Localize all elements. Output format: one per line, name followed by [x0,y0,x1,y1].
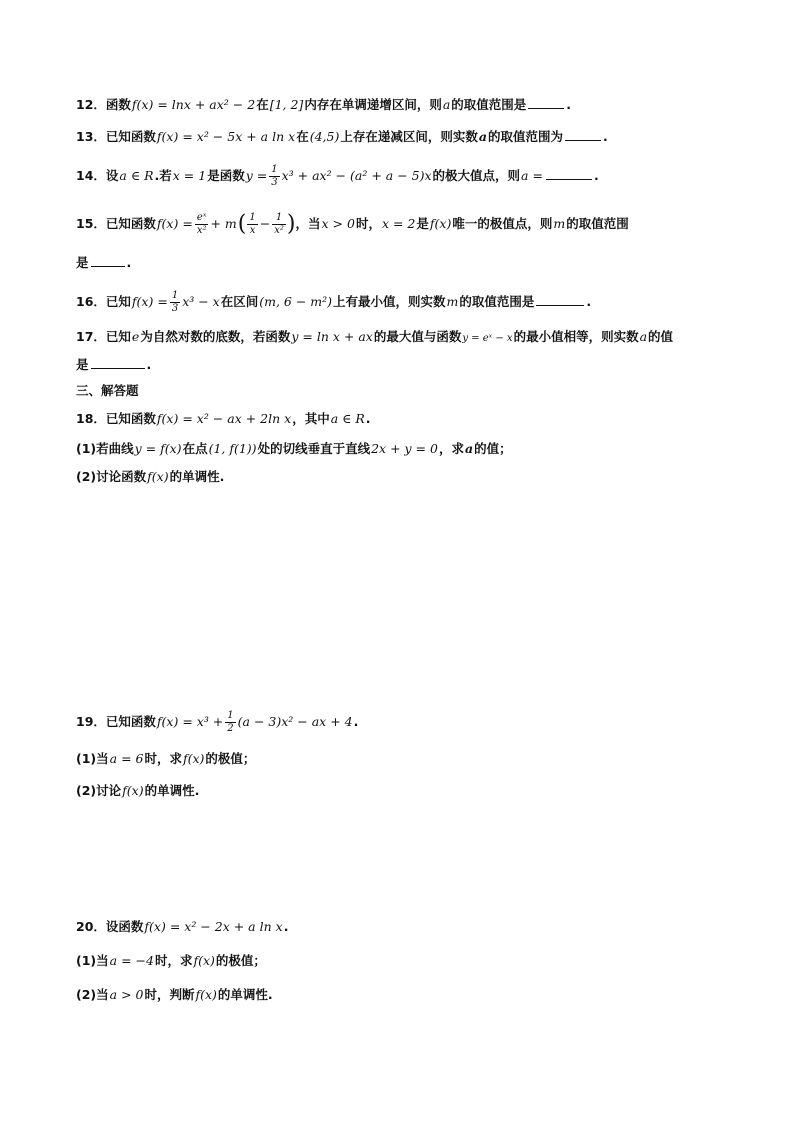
math-expression: f(x) [122,783,144,798]
part-number: (2) [76,987,97,1002]
fraction-denominator: 2 [227,723,234,734]
part-number: (1) [76,953,97,968]
math-expression: f(x) [147,469,169,484]
math-expression: e [131,329,140,344]
math-expression: a [478,129,487,144]
part-number: (2) [76,783,97,798]
question-text: 已知函数 [105,216,156,231]
question-text: 讨论函数 [96,469,147,484]
question-text: 的极值； [215,953,266,968]
math-expression: f(x) = x³ + [156,714,224,729]
question-text: . [365,411,371,426]
question-text: 已知函数 [105,714,156,729]
math-expression: (4,5) [309,129,340,144]
math-expression: a ∈ R [330,411,365,426]
question-text: .若 [154,168,172,183]
math-expression: (1, f(1)) [208,441,257,456]
question-text: 时， [355,216,381,231]
math-expression: f(x) [429,216,452,231]
question-text: 的取值范围 [566,216,629,231]
math-expression: f(x) [193,953,215,968]
question-text: 已知 [105,329,131,344]
question-text: ，其中 [292,411,330,426]
question-text: 已知函数 [105,129,156,144]
question-text: 若曲线 [96,441,134,456]
fraction-denominator: x² [196,225,207,236]
question-number: 19． [76,714,106,729]
question-18-part-1 [76,440,724,458]
fraction-denominator: 3 [271,177,278,188]
fraction [269,164,279,189]
question-text: . [586,294,592,309]
question-text: 时，求 [154,953,193,968]
fraction [195,212,209,237]
question-text: 的取值范围为 [487,129,563,144]
question-text: 在 [256,97,269,112]
question-text: 在区间 [220,294,259,309]
math-expression: m [553,216,566,231]
math-expression: a [442,97,451,112]
answer-blank [91,356,145,369]
math-expression: f(x) = x² − ax + 2ln x [156,411,292,426]
question-text: 在点 [182,441,208,456]
math-expression: f(x) = [156,216,193,231]
question-12 [76,96,724,114]
question-18-part-2 [76,468,724,486]
math-expression: a = [521,168,543,183]
question-text: 的单调性. [169,469,225,484]
question-15 [76,212,724,237]
question-text: . [146,357,152,372]
question-text: . [353,714,359,729]
math-expression: y = eˣ − x [462,333,513,344]
question-text: 时，判断 [144,987,195,1002]
math-expression: x = 2 [381,216,416,231]
math-expression: 2x + y = 0 [371,441,438,456]
part-number: (2) [76,469,97,484]
math-expression: y = [245,168,268,183]
fraction-numerator: eˣ [195,212,209,225]
answer-blank [528,96,564,109]
question-text: 当 [96,953,109,968]
question-19-part-1 [76,750,724,768]
part-number: (1) [76,441,97,456]
question-18 [76,410,724,428]
question-number: 15． [76,216,106,231]
math-expression: a [639,329,648,344]
question-20-part-2 [76,986,724,1004]
question-text: ，求 [438,441,464,456]
math-expression: (m, 6 − m²) [259,294,333,309]
question-text: 上存在递减区间，则实数 [340,129,478,144]
math-expression: a = −4 [109,953,154,968]
fraction-numerator: 1 [249,212,256,223]
math-expression: a [464,441,474,456]
answer-blank [536,293,584,306]
math-expression: f(x) = [131,294,168,309]
question-number: 12． [76,97,106,112]
fraction-denominator: 3 [171,303,179,314]
fraction [272,212,286,237]
question-text: 上有最小值，则实数 [333,294,446,309]
question-text: . [126,255,132,270]
question-14 [76,164,724,189]
question-number: 13． [76,129,106,144]
question-text: 已知函数 [105,411,156,426]
fraction [247,212,257,237]
question-text: 的最大值与函数 [373,329,462,344]
question-text: 的值； [474,441,512,456]
question-text: 的极大值点，则 [432,168,521,183]
question-text: 设函数 [105,919,144,934]
math-expression: [1, 2] [269,97,304,112]
question-text: 的最小值相等，则实数 [513,329,639,344]
question-text: . [283,919,289,934]
question-13 [76,128,724,146]
math-expression: a = 6 [109,751,144,766]
question-20-part-1 [76,952,724,970]
math-expression: x³ − x [182,294,220,309]
fraction-denominator: x [249,225,256,236]
left-paren: ( [237,211,247,237]
question-text: 内存在单调递增区间，则 [304,97,442,112]
math-expression: x³ + ax² − (a² + a − 5)x [281,168,432,183]
math-expression: x = 1 [172,168,207,183]
question-text: ，当 [295,216,321,231]
math-expression: a ∈ R [119,168,154,183]
question-text: 的单调性. [217,987,273,1002]
question-15-continued [76,254,724,272]
math-expression: f(x) [195,987,217,1002]
fraction-numerator: 1 [227,710,234,721]
question-text: 在 [296,129,309,144]
question-text: 是 [76,357,89,372]
question-text: 是函数 [207,168,245,183]
math-expression: (a − 3)x² − ax + 4 [237,714,353,729]
math-expression: f(x) = x² − 2x + a ln x [144,919,283,934]
question-text: 的极值； [205,751,256,766]
question-text: 设 [105,168,119,183]
question-16 [76,290,724,315]
math-expression: m [446,294,459,309]
question-text: 当 [96,751,109,766]
question-text: . [593,168,599,183]
question-number: 14． [76,168,106,183]
question-19 [76,710,724,735]
section-heading: 三、解答题 [76,383,139,398]
answer-blank [91,254,125,267]
math-expression: − [259,216,271,231]
answer-blank [546,167,592,180]
question-text: . [602,129,608,144]
question-17-continued [76,356,724,374]
question-number: 17． [76,329,106,344]
question-text: 为自然对数的底数，若函数 [140,329,291,344]
question-text: 的取值范围是 [451,97,527,112]
fraction [225,710,235,735]
question-text: . [566,97,572,112]
fraction-numerator: 1 [171,290,179,301]
right-paren: ) [286,211,296,237]
fraction-denominator: x² [274,225,284,236]
question-17 [76,328,724,348]
math-expression: f(x) [182,751,205,766]
question-text: 是 [416,216,429,231]
question-text: 时，求 [144,751,182,766]
math-expression: f(x) = x² − 5x + a ln x [156,129,296,144]
math-expression: y = f(x) [134,441,182,456]
question-text: 讨论 [96,783,122,798]
question-text: 当 [96,987,109,1002]
fraction [170,290,180,315]
question-number: 20． [76,919,106,934]
math-expression: x > 0 [321,216,355,231]
question-text: 的单调性. [144,783,200,798]
question-20 [76,918,724,936]
part-number: (1) [76,751,97,766]
question-text: 的值 [648,329,674,344]
fraction-numerator: 1 [272,212,286,225]
question-text: 处的切线垂直于直线 [257,441,371,456]
math-expression: f(x) = lnx + ax² − 2 [131,97,256,112]
fraction-numerator: 1 [271,164,278,175]
question-19-part-2 [76,782,724,800]
math-expression: a > 0 [109,987,144,1002]
answer-blank [565,128,601,141]
question-number: 16． [76,294,106,309]
question-text: 已知 [105,294,131,309]
math-expression: y = ln x + ax [291,329,373,344]
question-text: 函数 [105,97,131,112]
math-expression: + m [210,216,237,231]
question-text: 的取值范围是 [459,294,535,309]
question-text: 是 [76,255,89,270]
question-number: 18． [76,411,106,426]
question-text: 唯一的极值点，则 [452,216,553,231]
